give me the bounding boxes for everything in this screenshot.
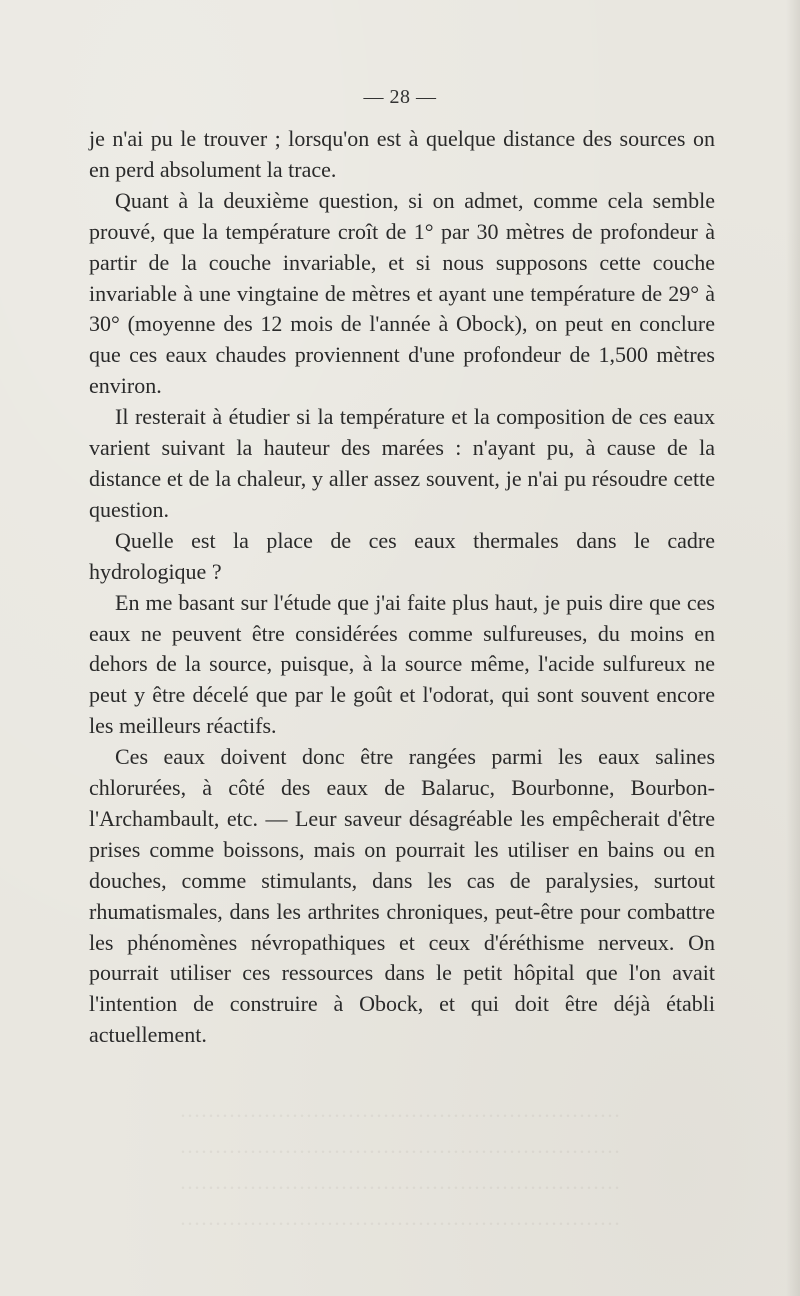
- page-number: — 28 —: [363, 86, 437, 108]
- paragraph: Quant à la deuxième question, si on admet, comme cela semble prouvé, que la température croît de 1° par 30 mètres de profondeur à partir de la couche invariable, et si nous supposons cette couche invariable à une vingtaine de mètres et ayant une température de 29° à 30° (moyenne des 12 mois de l'année à Obock), on peut en conclure que ces eaux chaudes proviennent d'une profondeur de 1,500 mètres environ.: [89, 187, 715, 399]
- paragraph: Quelle est la place de ces eaux thermales dans le cadre hydrologique ?: [89, 527, 715, 584]
- paragraph: En me basant sur l'étude que j'ai faite plus haut, je puis dire que ces eaux ne peuvent être considérées comme sulfureuses, du moins en dehors de la source, puisque, à la source même, l'acide sulfureux ne peut y être décelé que par le goût et l'odorat, qui sont souvent encore les meilleurs réactifs.: [89, 589, 715, 739]
- show-through-line: ………………………………………………………: [179, 1206, 621, 1230]
- page-edge-shadow: [786, 0, 800, 1296]
- paragraph: je n'ai pu le trouver ; lorsqu'on est à quelque distance des sources on en perd absolument la trace.: [89, 126, 715, 182]
- paragraph: Il resterait à étudier si la température et la composition de ces eaux varient suivant la hauteur des marées : n'ayant pu, à cause de la distance et de la chaleur, y aller assez souvent, je n'ai pu résoudre cette question.: [89, 404, 715, 522]
- show-through-line: ………………………………………………………: [179, 1098, 621, 1122]
- show-through-line: ………………………………………………………: [179, 1170, 621, 1194]
- body-text: [89, 124, 715, 1051]
- show-through-line: ………………………………………………………: [179, 1134, 621, 1158]
- paragraph: Ces eaux doivent donc être rangées parmi les eaux salines chlorurées, à côté des eaux de Balaruc, Bourbonne, Bourbon-l'Archambault, etc. — Leur saveur désagréable les empêcherait d'être prises comme boissons, mais on pourrait les utiliser en bains ou en douches, comme stimulants, dans les cas de paralysies, surtout rhumatismales, dans les arthrites chroniques, peut-être pour combattre les phénomènes névropathiques et ceux d'éréthisme nerveux. On pourrait utiliser ces ressources dans le petit hôpital que l'on avait l'intention de construire à Obock, et qui doit être déjà établi actuellement.: [89, 744, 715, 1048]
